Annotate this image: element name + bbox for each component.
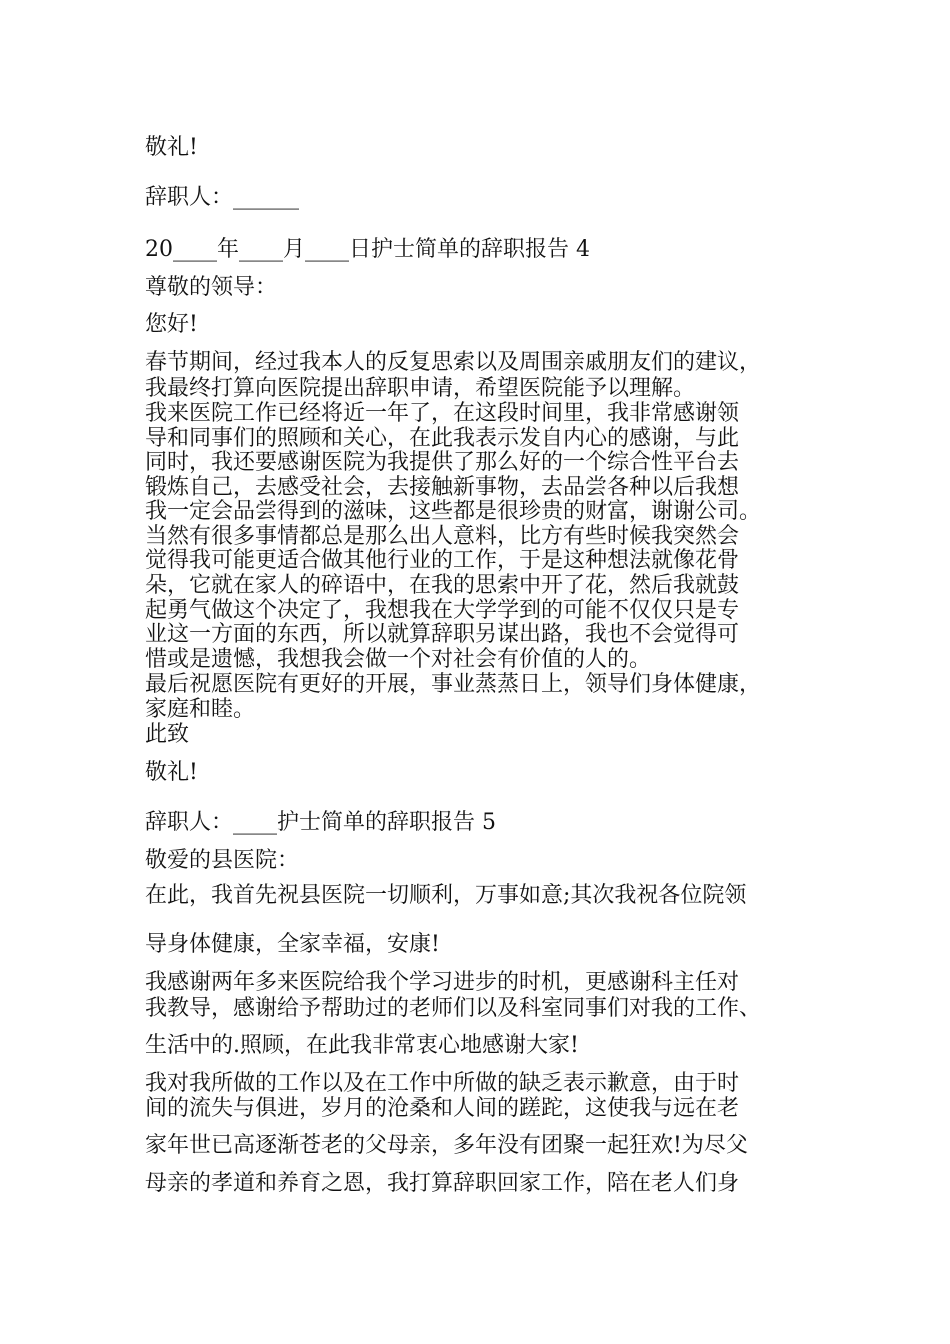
closing-salute: 敬礼! bbox=[145, 135, 198, 160]
closing-phrase: 此致 bbox=[145, 722, 190, 747]
body-line: 导和同事们的照顾和关心，在此我表示发自内心的感谢，与此 bbox=[145, 426, 740, 451]
body-line: 起勇气做这个决定了，我想我在大学学到的可能不仅仅只是专 bbox=[145, 598, 740, 623]
body-line: 最后祝愿医院有更好的开展，事业蒸蒸日上，领导们身体健康， bbox=[145, 672, 762, 697]
date-and-section-title: 20____年____月____日护士简单的辞职报告 4 bbox=[145, 237, 590, 262]
body-line: 家年世已高逐渐苍老的父母亲，多年没有团聚一起狂欢!为尽父 bbox=[145, 1133, 748, 1158]
body-line: 我一定会品尝得到的滋味，这些都是很珍贵的财富，谢谢公司。 bbox=[145, 499, 762, 524]
body-line: 我感谢两年多来医院给我个学习进步的时机，更感谢科主任对 bbox=[145, 970, 740, 995]
salutation: 尊敬的领导： bbox=[145, 275, 278, 300]
body-line: 觉得我可能更适合做其他行业的工作，于是这种想法就像花骨 bbox=[145, 548, 740, 573]
body-line: 间的流失与俱进，岁月的沧桑和人间的蹉跎，这使我与远在老 bbox=[145, 1096, 740, 1121]
body-line: 锻炼自己，去感受社会，去接触新事物，去品尝各种以后我想 bbox=[145, 475, 740, 500]
body-line: 母亲的孝道和养育之恩，我打算辞职回家工作，陪在老人们身 bbox=[145, 1171, 740, 1196]
body-line: 我来医院工作已经将近一年了，在这段时间里，我非常感谢领 bbox=[145, 401, 740, 426]
body-line: 朵，它就在家人的碎语中，在我的思索中开了花，然后我就鼓 bbox=[145, 573, 740, 598]
body-line: 在此，我首先祝县医院一切顺利，万事如意;其次我祝各位院领 bbox=[145, 883, 747, 908]
body-line: 我对我所做的工作以及在工作中所做的缺乏表示歉意，由于时 bbox=[145, 1071, 740, 1096]
body-line: 我教导，感谢给予帮助过的老师们以及科室同事们对我的工作、 bbox=[145, 996, 762, 1021]
body-line: 惜或是遗憾，我想我会做一个对社会有价值的人的。 bbox=[145, 647, 652, 672]
body-line: 业这一方面的东西，所以就算辞职另谋出路，我也不会觉得可 bbox=[145, 622, 740, 647]
greeting: 您好! bbox=[145, 312, 198, 337]
body-line: 当然有很多事情都总是那么出人意料，比方有些时候我突然会 bbox=[145, 524, 740, 549]
body-line: 我最终打算向医院提出辞职申请，希望医院能予以理解。 bbox=[145, 376, 696, 401]
body-line: 春节期间，经过我本人的反复思索以及周围亲戚朋友们的建议， bbox=[145, 350, 762, 375]
closing-salute: 敬礼! bbox=[145, 760, 198, 785]
signature-and-section-title: 辞职人：____护士简单的辞职报告 5 bbox=[145, 810, 496, 835]
salutation: 敬爱的县医院： bbox=[145, 848, 300, 873]
body-line: 导身体健康，全家幸福，安康! bbox=[145, 932, 440, 957]
signature-line: 辞职人：______ bbox=[145, 185, 300, 210]
body-line: 同时，我还要感谢医院为我提供了那么好的一个综合性平台去 bbox=[145, 450, 740, 475]
body-line: 家庭和睦。 bbox=[145, 697, 256, 722]
body-line: 生活中的.照顾，在此我非常衷心地感谢大家! bbox=[145, 1033, 579, 1058]
